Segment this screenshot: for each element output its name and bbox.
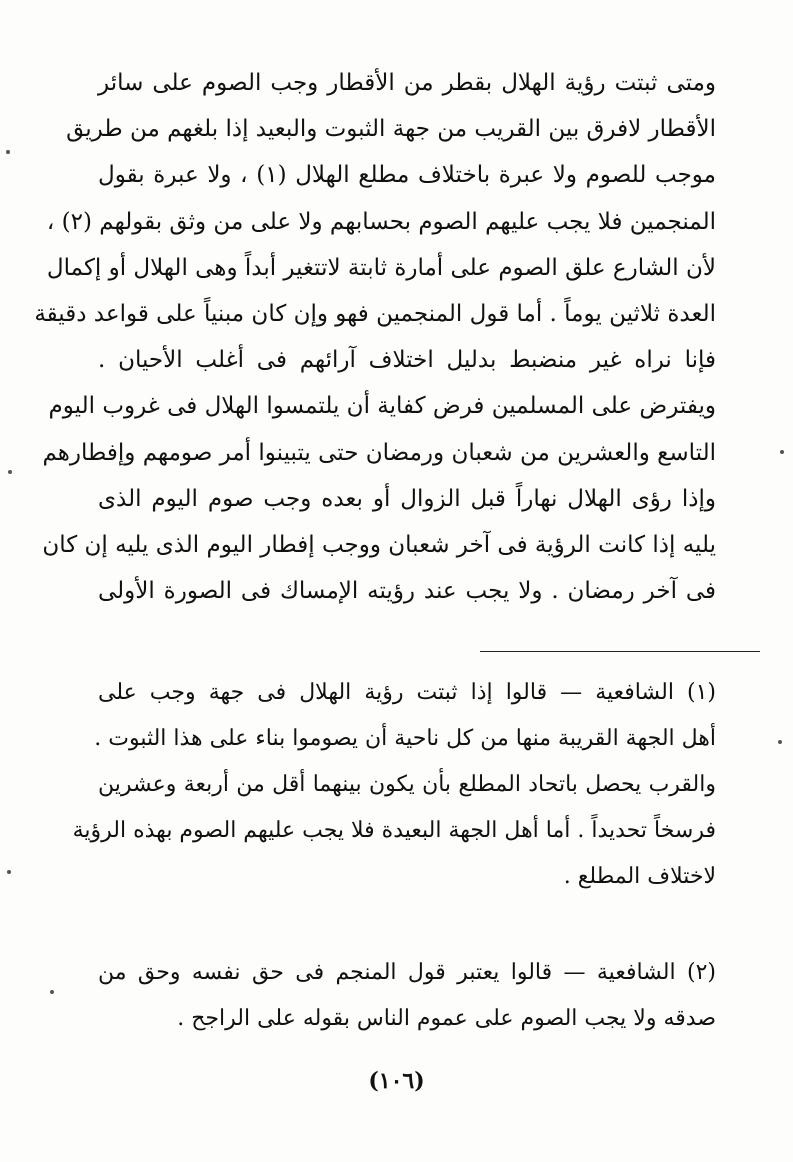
text-line: ومتى ثبتت رؤية الهلال بقطر من الأقطار وجب الصوم على سائر xyxy=(98,70,716,96)
footnote-2 xyxy=(98,950,716,1042)
footnote-line: فرسخاً تحديداً . أما أهل الجهة البعيدة فلا يجب عليهم الصوم بهذه الرؤية xyxy=(72,818,716,843)
footnote-separator xyxy=(480,651,760,652)
footnote-line: أهل الجهة القريبة منها من كل ناحية أن يصوموا بناء على هذا الثبوت . xyxy=(94,726,716,751)
footnote-line: (١) الشافعية — قالوا إذا ثبتت رؤية الهلال فى جهة وجب على xyxy=(98,680,716,705)
margin-speck xyxy=(8,470,12,474)
text-line: التاسع والعشرين من شعبان ورمضان حتى يتبينوا أمر صومهم وإفطارهم xyxy=(42,439,716,466)
text-line: فى آخر رمضان . ولا يجب عند رؤيته الإمساك فى الصورة الأولى xyxy=(98,578,716,605)
footnote-line: صدقه ولا يجب الصوم على عموم الناس بقوله على الراجح . xyxy=(177,1006,716,1031)
text-line: العدة ثلاثين يوماً . أما قول المنجمين فهو وإن كان مبنياً على قواعد دقيقة xyxy=(34,300,716,327)
footnote-line: لاختلاف المطلع . xyxy=(563,864,716,889)
margin-speck xyxy=(778,740,782,744)
text-line: ويفترض على المسلمين فرض كفاية أن يلتمسوا الهلال فى غروب اليوم xyxy=(48,393,716,420)
text-line: موجب للصوم ولا عبرة باختلاف مطلع الهلال (١) ، ولا عبرة بقول xyxy=(98,162,716,189)
page-number: (١٠٦) xyxy=(368,1068,425,1094)
margin-speck xyxy=(6,150,10,154)
margin-speck xyxy=(7,870,11,874)
main-text xyxy=(34,60,717,614)
margin-speck xyxy=(50,990,54,994)
text-line: لأن الشارع علق الصوم على أمارة ثابتة لاتتغير أبداً وهى الهلال أو إكمال xyxy=(46,254,716,281)
text-line: فإنا نراه غير منضبط بدليل اختلاف آرائهم فى أغلب الأحيان . xyxy=(98,347,717,374)
text-line: وإذا رؤى الهلال نهاراً قبل الزوال أو بعده وجب صوم اليوم الذى xyxy=(98,485,716,512)
margin-speck xyxy=(780,450,784,454)
text-line: يليه إذا كانت الرؤية فى آخر شعبان ووجب إفطار اليوم الذى يليه إن كان xyxy=(42,531,716,558)
footnote-line: (٢) الشافعية — قالوا يعتبر قول المنجم فى حق نفسه وحق من xyxy=(98,960,716,985)
text-line: الأقطار لافرق بين القريب من جهة الثبوت والبعيد إذا بلغهم من طريق xyxy=(66,116,716,143)
footnote-line: والقرب يحصل باتحاد المطلع بأن يكون بينهما أقل من أربعة وعشرين xyxy=(98,772,716,797)
text-line: المنجمين فلا يجب عليهم الصوم بحسابهم ولا على من وثق بقولهم (٢) ، xyxy=(46,208,716,235)
footnote-1 xyxy=(72,670,716,900)
